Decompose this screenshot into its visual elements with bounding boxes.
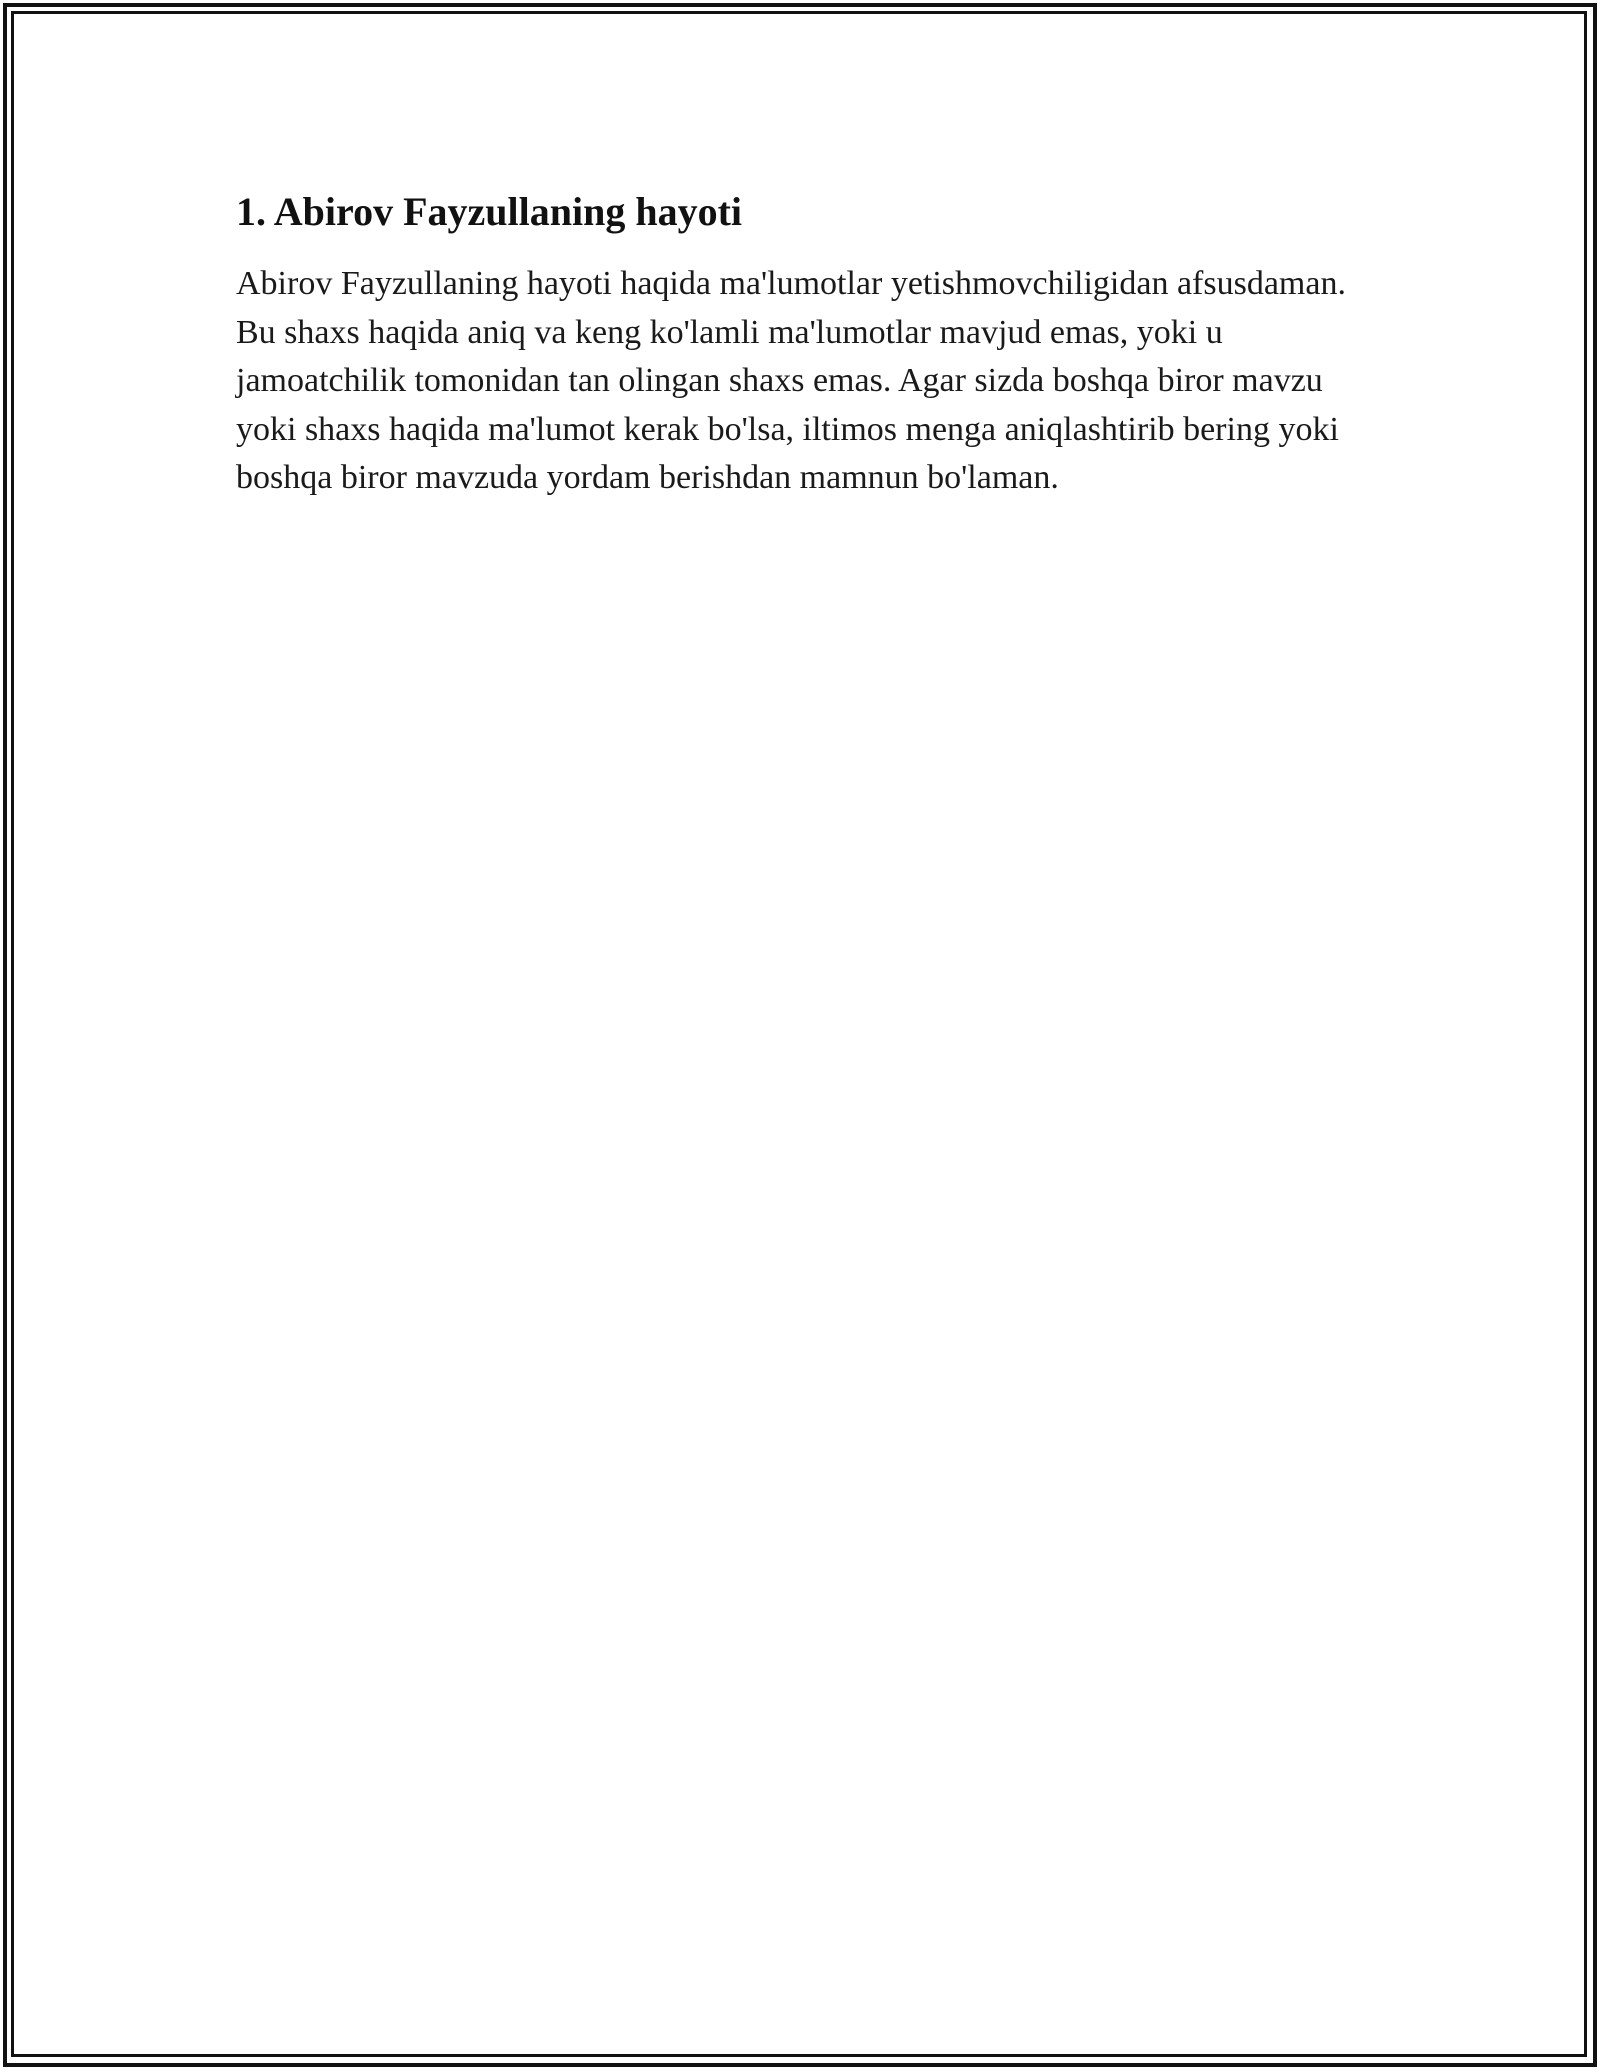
- document-content: [236, 186, 1366, 503]
- section-heading: 1. Abirov Fayzullaning hayoti: [236, 189, 743, 234]
- section-paragraph: Abirov Fayzullaning hayoti haqida ma'lumotlar yetishmovchiligidan afsusdaman. Bu shaxs haqida aniq va keng ko'lamli ma'lumotlar mavjud emas, yoki u jamoatchilik tomonidan tan olingan shaxs emas. Agar sizda boshqa biror mavzu yoki shaxs haqida ma'lumot kerak bo'lsa, iltimos menga aniqlashtirib bering yoki boshqa biror mavzuda yordam berishdan mamnun bo'laman.: [236, 265, 1346, 496]
